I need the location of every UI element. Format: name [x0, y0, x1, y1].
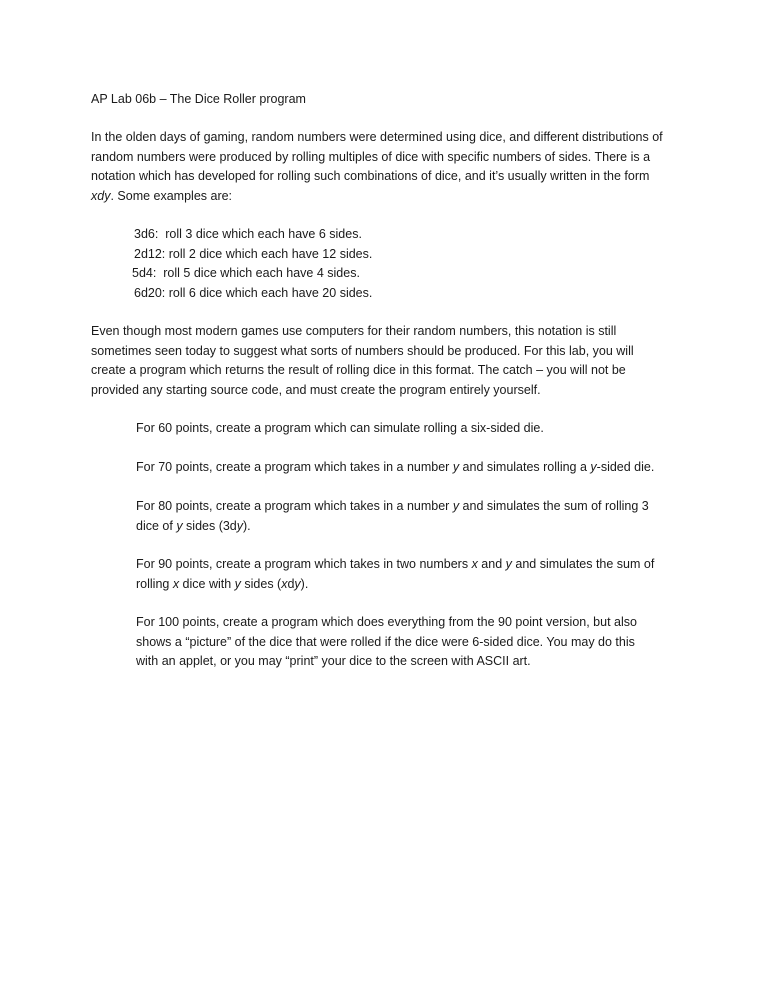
- task-90-text-2i: ).: [300, 576, 309, 591]
- intro-line-3: notation which has developed for rolling such combinations of dice, and it’s usually written in the form: [91, 169, 650, 183]
- task-80-line-2: [136, 517, 696, 537]
- task-70-var-y: y: [452, 460, 460, 474]
- example-3d6: 3d6: roll 3 dice which each have 6 sides.: [134, 227, 362, 241]
- notation-line-2: sometimes seen today to suggest what sorts of numbers should be produced. For this lab, you will: [91, 343, 634, 358]
- intro-line-2: random numbers were produced by rolling multiples of dice with specific numbers of sides. There is a: [91, 149, 651, 164]
- task-70-text-e: -sided die.: [596, 460, 655, 474]
- task-70-var-y2: y: [590, 460, 597, 474]
- task-80-text-1c: and simulates the sum of rolling 3: [459, 499, 649, 513]
- task-100-line-1: For 100 points, create a program which does everything from the 90 point version, but also: [136, 615, 637, 629]
- task-90-text-1a: For 90 points, create a program which takes in two numbers: [136, 557, 472, 571]
- document-title: AP Lab 06b – The Dice Roller program: [91, 92, 306, 106]
- notation-line-3: create a program which returns the result of rolling dice in this format. The catch – you will not be: [91, 363, 626, 377]
- task-90-var-y2: y: [234, 576, 241, 591]
- task-80-text-2a: dice of: [136, 518, 177, 533]
- notation-paragraph: [91, 322, 691, 400]
- task-90-text-2c: dice with: [179, 576, 235, 591]
- task-80-points: [136, 497, 696, 536]
- notation-line-1: Even though most modern games use computers for their random numbers, this notation is still: [91, 324, 617, 338]
- task-80-line-1: [136, 497, 696, 517]
- task-100-points: [136, 613, 696, 672]
- task-60-points: [136, 419, 696, 439]
- task-90-line-2: [136, 575, 696, 595]
- task-80-var-y: y: [452, 499, 460, 513]
- intro-paragraph: [91, 128, 691, 206]
- task-90-text-2e: sides (: [240, 576, 282, 591]
- notation-xdy: xdy: [91, 188, 111, 203]
- task-90-var-x2: x: [172, 576, 180, 591]
- task-80-text-1a: For 80 points, create a program which takes in a number: [136, 499, 453, 513]
- task-80-var-y3: y: [236, 518, 244, 533]
- task-70-line-1: [136, 458, 696, 478]
- task-90-var-x3: x: [281, 576, 288, 591]
- task-80-var-y2: y: [176, 518, 183, 533]
- task-90-var-y3: y: [294, 576, 301, 591]
- task-90-text-2a: rolling: [136, 576, 173, 591]
- intro-line-4: [91, 187, 691, 207]
- task-90-var-y: y: [505, 557, 512, 571]
- task-100-line-2: shows a “picture” of the dice that were rolled if the dice were 6-sided dice. You may do this: [136, 634, 635, 649]
- task-90-line-1: [136, 555, 696, 575]
- task-100-line-3: with an applet, or you may “print” your dice to the screen with ASCII art.: [136, 654, 531, 668]
- notation-line-4: provided any starting source code, and must create the program entirely yourself.: [91, 382, 541, 397]
- task-90-text-1c: and: [477, 557, 506, 571]
- example-2d12: 2d12: roll 2 dice which each have 12 sides.: [134, 246, 373, 261]
- task-70-points: [136, 458, 696, 478]
- task-90-points: [136, 555, 696, 594]
- task-60-line-1: For 60 points, create a program which can simulate rolling a six-sided die.: [136, 421, 544, 435]
- intro-line-4-rest: . Some examples are:: [110, 188, 233, 203]
- task-70-text-a: For 70 points, create a program which takes in a number: [136, 460, 453, 474]
- task-90-text-2g: d: [287, 576, 295, 591]
- task-70-text-c: and simulates rolling a: [459, 460, 591, 474]
- examples-list: [134, 225, 372, 303]
- example-5d4: 5d4: roll 5 dice which each have 4 sides.: [132, 266, 360, 280]
- task-90-var-x: x: [471, 557, 478, 571]
- example-6d20: 6d20: roll 6 dice which each have 20 sides.: [134, 285, 373, 300]
- intro-line-1: In the olden days of gaming, random numbers were determined using dice, and different distributions of: [91, 130, 663, 144]
- task-80-text-2e: ).: [243, 518, 251, 533]
- task-80-text-2c: sides (3d: [182, 518, 237, 533]
- task-90-text-1e: and simulates the sum of: [511, 557, 655, 571]
